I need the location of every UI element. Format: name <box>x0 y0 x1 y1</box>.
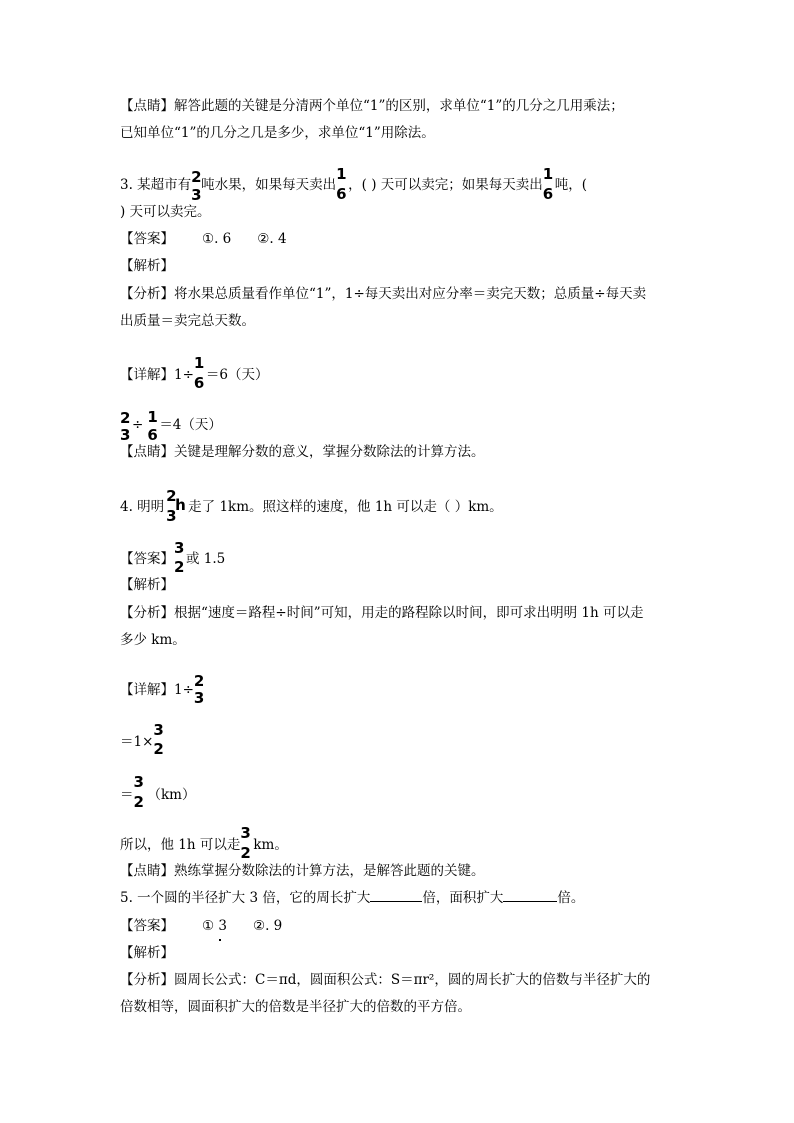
numerator: 1 <box>336 165 347 183</box>
denominator: 3 <box>193 689 205 707</box>
denominator: 6 <box>336 185 347 203</box>
q3-analysis-line2: 出质量＝卖完总天数。 <box>120 313 255 329</box>
q3-text-part4: 吨，( <box>554 177 588 193</box>
q4-text-part2: 走了 1km。照这样的速度，他 1h 可以走（ ）km。 <box>188 499 503 515</box>
denominator: 2 <box>133 793 144 811</box>
q4-answer-line <box>120 539 226 576</box>
unit-km: km。 <box>253 837 288 853</box>
q5-answer-2: ②. 9 <box>252 918 283 934</box>
numerator: 1 <box>542 165 554 183</box>
q4-analysis-label: 【解析】 <box>120 577 174 593</box>
numerator: 3 <box>133 773 144 791</box>
equation-prefix: ＝ <box>120 787 134 803</box>
q4-solution-step1 <box>120 672 206 707</box>
denominator: 6 <box>193 374 205 392</box>
numerator: 2 <box>120 409 131 427</box>
q3-analysis-line1: 【分析】将水果总质量看作单位“1”，1÷每天卖出对应分率＝卖完天数；总质量÷每天卖 <box>120 286 647 302</box>
q5-analysis-label: 【解析】 <box>120 945 174 961</box>
numerator: 1 <box>147 408 158 426</box>
denominator: 6 <box>147 426 158 444</box>
answer-label: 【答案】 <box>120 918 174 934</box>
denominator: 3 <box>120 426 131 444</box>
unit-km: （km） <box>147 787 196 803</box>
q3-question-line2: ) 天可以卖完。 <box>120 204 211 220</box>
q5-text-part1: 5. 一个圆的半径扩大 3 倍，它的周长扩大 <box>120 890 371 906</box>
solution-result: ＝6（天） <box>205 367 269 383</box>
q2-tip-line1: 【点睛】解答此题的关键是分清两个单位“1”的区别，求单位“1”的几分之几用乘法； <box>120 98 624 114</box>
q3-answer-1: ①. 6 <box>202 231 232 247</box>
q3-answer-line <box>120 230 287 248</box>
solution-label: 【详解】1÷ <box>120 682 194 698</box>
numerator: 3 <box>240 824 251 842</box>
q4-solution-step2 <box>120 721 165 758</box>
denominator: 2 <box>240 844 251 862</box>
q3-solution-line2 <box>120 408 222 444</box>
q4-solution-conclusion <box>120 824 288 862</box>
q4-analysis-line1: 【分析】根据“速度＝路程÷时间”可知，用走的路程除以时间，即可求出明明 1h 可以走 <box>120 605 644 621</box>
conclusion-text: 所以，他 1h 可以走 <box>120 837 241 853</box>
q5-blank-area <box>503 889 557 902</box>
q3-analysis-label: 【解析】 <box>120 258 174 274</box>
q3-text-part3: ，( ) 天可以卖完；如果每天卖出 <box>348 177 543 193</box>
numerator: 3 <box>174 539 185 557</box>
q3-solution-line1 <box>120 354 269 392</box>
numerator: 3 <box>153 721 164 739</box>
q2-tip-line2: 已知单位“1”的几分之几是多少，求单位“1”用除法。 <box>120 125 435 141</box>
q3-text-part1: 3. 某超市有 <box>120 177 192 193</box>
q4-analysis-line2: 多少 km。 <box>120 632 186 648</box>
q4-text-part1: 4. 明明 <box>120 499 165 515</box>
equation-prefix: ＝1× <box>120 734 154 750</box>
q3-text-part2: 吨水果，如果每天卖出 <box>201 177 337 193</box>
q5-answer-1: ① 3 <box>202 918 227 934</box>
solution-result: ＝4（天） <box>159 417 222 433</box>
denominator: 2 <box>153 740 164 758</box>
q5-analysis-line2: 倍数相等，圆面积扩大的倍数是半径扩大的倍数的平方倍。 <box>120 999 471 1015</box>
unit: h <box>175 496 186 514</box>
numerator: 2 <box>191 168 202 186</box>
numerator: 2 <box>166 487 177 505</box>
q5-text-part2: 倍，面积扩大 <box>422 890 504 906</box>
q3-tip: 【点睛】关键是理解分数的意义，掌握分数除法的计算方法。 <box>120 444 485 460</box>
q4-solution-step3 <box>120 773 196 811</box>
q3-answer-2: ②. 4 <box>257 231 287 247</box>
stray-dot <box>219 939 221 941</box>
q5-question-line <box>120 889 584 907</box>
answer-label: 【答案】 <box>120 231 174 247</box>
q3-question-line1 <box>120 165 588 204</box>
q5-answer-line <box>120 917 282 935</box>
answer-alt: 或 1.5 <box>186 551 226 567</box>
denominator: 2 <box>174 558 185 576</box>
division-sign: ÷ <box>132 417 144 433</box>
q4-question-line <box>120 487 503 525</box>
numerator: 1 <box>193 354 205 372</box>
q4-tip: 【点睛】熟练掌握分数除法的计算方法，是解答此题的关键。 <box>120 863 485 879</box>
solution-label: 【详解】1÷ <box>120 367 194 383</box>
q5-analysis-line1: 【分析】圆周长公式：C＝πd，圆面积公式：S＝πr²，圆的周长扩大的倍数与半径扩大的 <box>120 972 651 988</box>
answer-label: 【答案】 <box>120 551 174 567</box>
denominator: 6 <box>542 185 554 203</box>
denominator: 3 <box>191 186 202 204</box>
denominator: 3 <box>166 507 177 525</box>
q5-blank-perimeter <box>370 889 422 902</box>
q5-text-part3: 倍。 <box>557 890 585 906</box>
numerator: 2 <box>193 672 205 690</box>
